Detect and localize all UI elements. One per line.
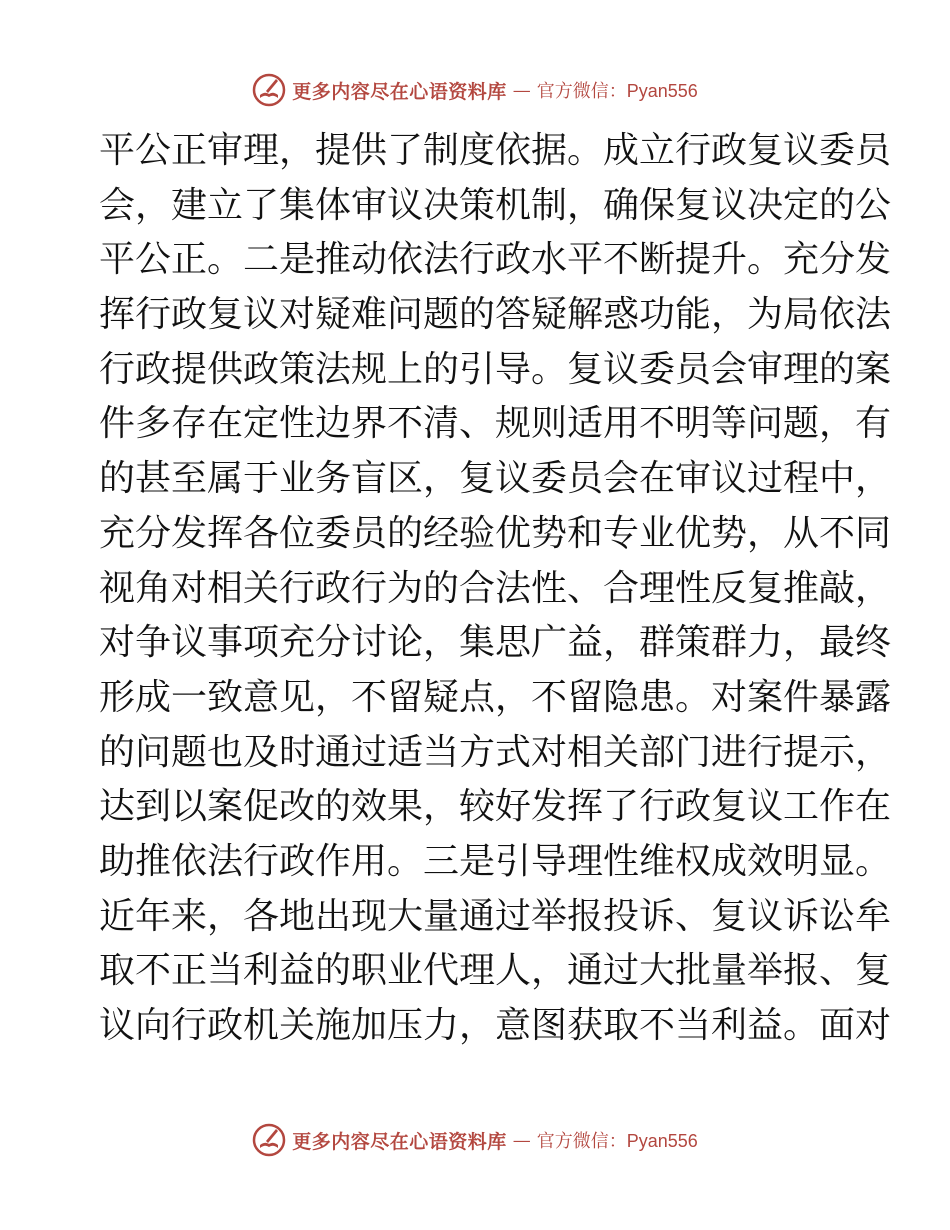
header-account-text: 官方微信：Pyan556 bbox=[536, 81, 698, 101]
footer-separator: — bbox=[512, 1129, 531, 1151]
header-separator: — bbox=[512, 79, 531, 101]
body-text-line: 平公正审理，提供了制度依据。成立行政复议委员 bbox=[99, 130, 892, 171]
body-text-line: 平公正。二是推动依法行政水平不断提升。充分发 bbox=[99, 239, 892, 281]
book-quill-logo-icon bbox=[252, 73, 286, 107]
footer-account-text: 官方微信：Pyan556 bbox=[536, 1131, 698, 1151]
body-text-line: 议向行政机关施加压力，意图获取不当利益。面对 bbox=[99, 1005, 892, 1046]
book-quill-logo-icon bbox=[252, 1123, 286, 1157]
footer-brand-text: 更多内容尽在心语资料库 bbox=[292, 1130, 507, 1153]
body-text-line: 对争议事项充分讨论，集思广益，群策群力，最终 bbox=[99, 622, 892, 664]
header-brand-text: 更多内容尽在心语资料库 bbox=[292, 80, 507, 103]
document-body bbox=[99, 124, 892, 1054]
body-text-line: 的甚至属于业务盲区，复议委员会在审议过程中， bbox=[99, 458, 892, 500]
body-text-line: 形成一致意见，不留疑点，不留隐患。对案件暴露 bbox=[99, 676, 892, 718]
body-text-line: 取不正当利益的职业代理人，通过大批量举报、复 bbox=[99, 950, 892, 992]
body-text-line: 的问题也及时通过适当方式对相关部门进行提示， bbox=[99, 731, 892, 773]
body-text-line: 件多存在定性边界不清、规则适用不明等问题，有 bbox=[99, 403, 892, 445]
body-text-line: 近年来，各地出现大量通过举报投诉、复议诉讼牟 bbox=[99, 895, 892, 937]
body-text-line: 充分发挥各位委员的经验优势和专业优势，从不同 bbox=[99, 512, 892, 554]
header-watermark-banner bbox=[0, 70, 950, 110]
body-text-line: 行政提供政策法规上的引导。复议委员会审理的案 bbox=[99, 348, 892, 390]
body-text-line: 会，建立了集体审议决策机制，确保复议决定的公 bbox=[99, 184, 892, 226]
body-text-line: 视角对相关行政行为的合法性、合理性反复推敲， bbox=[99, 567, 892, 609]
body-text-line: 挥行政复议对疑难问题的答疑解惑功能，为局依法 bbox=[99, 294, 892, 336]
body-text-line: 助推依法行政作用。三是引导理性维权成效明显。 bbox=[99, 840, 892, 882]
footer-watermark-banner bbox=[0, 1120, 950, 1160]
body-text-line: 达到以案促改的效果，较好发挥了行政复议工作在 bbox=[99, 786, 892, 828]
